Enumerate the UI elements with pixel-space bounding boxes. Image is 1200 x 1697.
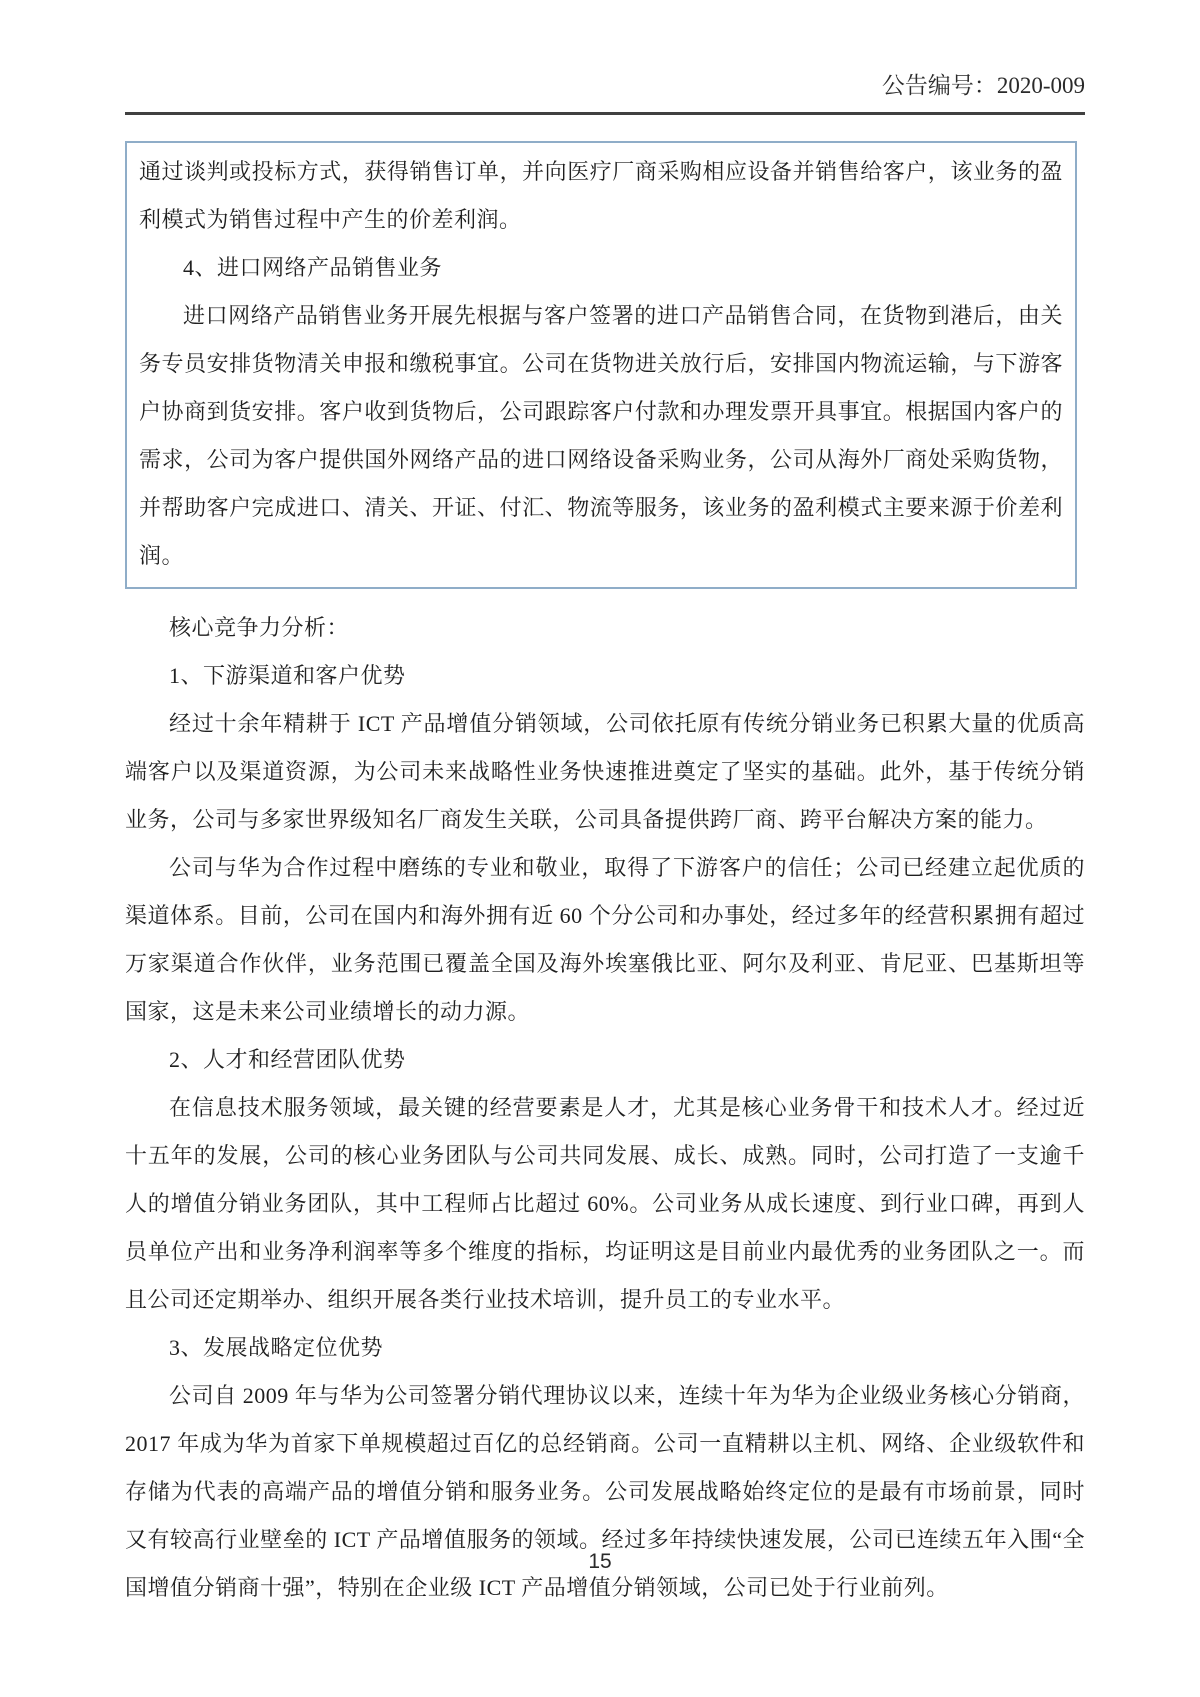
section-3-paragraph-1: 公司自 2009 年与华为公司签署分销代理协议以来，连续十年为华为企业级业务核心分销商，2017 年成为华为首家下单规模超过百亿的总经销商。公司一直精耕以主机、网络、企业级软件和存储为代表的高端产品的增值分销和服务业务。公司发展战略始终定位的是最有市场前景，同时又有较高行业壁垒的 ICT 产品增值服务的领域。经过多年持续快速发展，公司已连续五年入围“全国增值分销商十强”，特别在企业级 ICT 产品增值分销领域，公司已处于行业前列。 (125, 1383, 1085, 1600)
section-1-heading: 1、下游渠道和客户优势 (169, 663, 406, 688)
boxed-section-4-heading: 4、进口网络产品销售业务 (183, 255, 443, 280)
section-2-heading: 2、人才和经营团队优势 (169, 1047, 406, 1072)
core-competitiveness-section (125, 604, 1085, 1612)
section-1-paragraph-1: 经过十余年精耕于 ICT 产品增值分销领域，公司依托原有传统分销业务已积累大量的优质高端客户以及渠道资源，为公司未来战略性业务快速推进奠定了坚实的基础。此外，基于传统分销业务，公司与多家世界级知名厂商发生关联，公司具备提供跨厂商、跨平台解决方案的能力。 (125, 711, 1085, 832)
header-divider (125, 112, 1085, 115)
boxed-section-4-paragraph: 进口网络产品销售业务开展先根据与客户签署的进口产品销售合同，在货物到港后，由关务专员安排货物清关申报和缴税事宜。公司在货物进关放行后，安排国内物流运输，与下游客户协商到货安排。客户收到货物后，公司跟踪客户付款和办理发票开具事宜。根据国内客户的需求，公司为客户提供国外网络产品的进口网络设备采购业务，公司从海外厂商处采购货物，并帮助客户完成进口、清关、开证、付汇、物流等服务，该业务的盈利模式主要来源于价差利润。 (139, 303, 1063, 568)
section-1-paragraph-2: 公司与华为合作过程中磨练的专业和敬业，取得了下游客户的信任；公司已经建立起优质的渠道体系。目前，公司在国内和海外拥有近 60 个分公司和办事处，经过多年的经营积累拥有超过万家渠道合作伙伴，业务范围已覆盖全国及海外埃塞俄比亚、阿尔及利亚、肯尼亚、巴基斯坦等国家，这是未来公司业绩增长的动力源。 (125, 855, 1085, 1024)
section-3-heading: 3、发展战略定位优势 (169, 1335, 384, 1360)
page-number: 15 (588, 1550, 612, 1573)
section-2-paragraph-1: 在信息技术服务领域，最关键的经营要素是人才，尤其是核心业务骨干和技术人才。经过近十五年的发展，公司的核心业务团队与公司共同发展、成长、成熟。同时，公司打造了一支逾千人的增值分销业务团队，其中工程师占比超过 60%。公司业务从成长速度、到行业口碑，再到人员单位产出和业务净利润率等多个维度的指标，均证明这是目前业内最优秀的业务团队之一。而且公司还定期举办、组织开展各类行业技术培训，提升员工的专业水平。 (125, 1095, 1085, 1312)
boxed-continuation-paragraph: 通过谈判或投标方式，获得销售订单，并向医疗厂商采购相应设备并销售给客户，该业务的盈利模式为销售过程中产生的价差利润。 (139, 159, 1063, 232)
document-header (125, 72, 1085, 100)
business-description-box (125, 141, 1077, 589)
core-competitiveness-title: 核心竞争力分析： (169, 615, 350, 640)
announcement-number: 公告编号：2020-009 (881, 73, 1085, 98)
